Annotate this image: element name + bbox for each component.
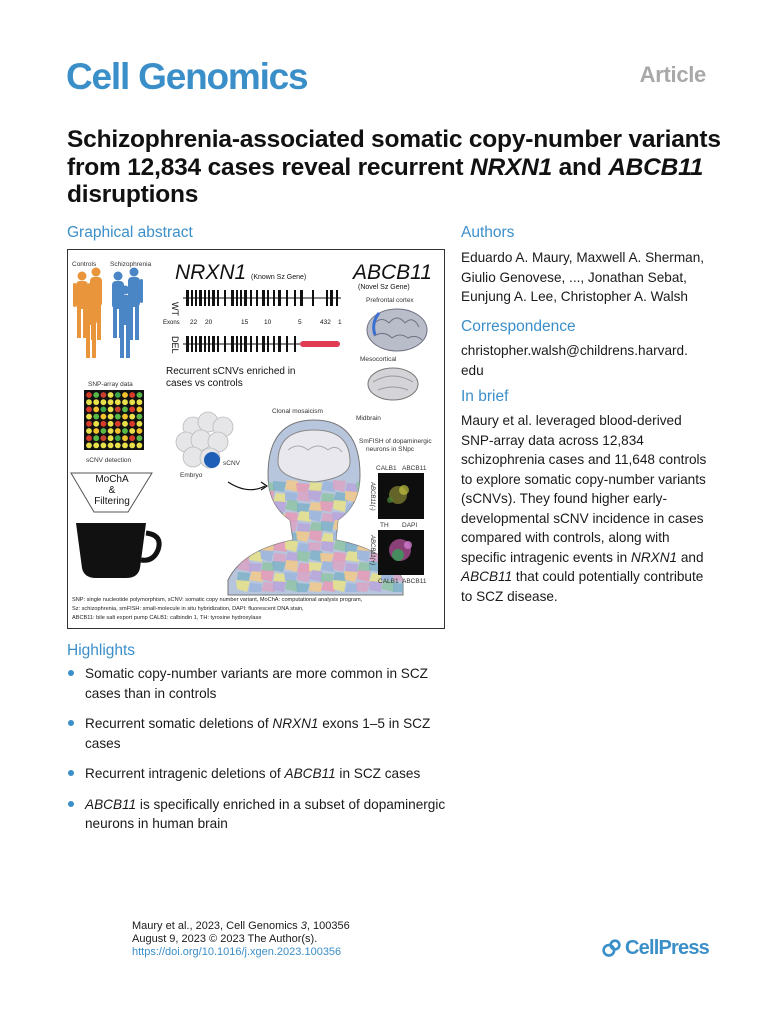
nrxn1-label: NRXN1 [175, 261, 247, 284]
mesocortical-label: Mesocortical [360, 356, 397, 363]
midbrain-icon [368, 368, 418, 400]
abcb11-neg-label: ABCB11(-) [369, 482, 375, 511]
svg-text:SNP: single nucleotide polymor: SNP: single nucleotide polymorphism, sCNV: somatic copy number variant, MoChA: computational analysis program, [72, 597, 363, 603]
svg-text:1: 1 [338, 319, 342, 326]
correspondence-heading: Correspondence [461, 318, 576, 335]
deletion-bar [300, 341, 340, 347]
authors-list: Eduardo A. Maury, Maxwell A. Sherman, Giulio Genovese, ..., Jonathan Sebat, Eunjung A. Lee, Christopher A. Walsh [461, 250, 705, 304]
exon-number-labels [190, 319, 342, 326]
svg-text:Controls: Controls [72, 261, 97, 268]
scnv-label: sCNV [223, 460, 240, 467]
schizophrenia-figures [110, 261, 152, 358]
bullet-icon [68, 770, 74, 776]
citation-footer: Maury et al., 2023, Cell Genomics 3, 100356 August 9, 2023 © 2023 The Author(s). https://doi.org/10.1016/j.xgen.2023.100356 [132, 920, 350, 959]
recurrent-text-2: cases vs controls [166, 378, 243, 389]
detection-label: sCNV detection [86, 457, 132, 464]
doi-link[interactable]: https://doi.org/10.1016/j.xgen.2023.100356 [132, 946, 342, 959]
correspondence-email[interactable]: christopher.walsh@childrens.harvard. edu [461, 343, 688, 378]
svg-text:10: 10 [264, 319, 272, 326]
article-type-label: Article [639, 62, 706, 87]
micrograph-negative [378, 473, 424, 519]
highlights-list [67, 664, 447, 845]
mocha-ampersand: & [108, 485, 116, 496]
svg-text:15: 15 [241, 319, 249, 326]
wt-label: WT [170, 302, 180, 316]
snp-array-label: SNP-array data [88, 381, 133, 388]
svg-text:ABCB11: bile salt export pump: ABCB11: bile salt export pump CALB1: calbindin 1, TH: tyrosine hydroxylase [72, 615, 262, 621]
controls-figures [72, 261, 102, 358]
midbrain-label: Midbrain [356, 415, 381, 422]
highlights-heading: Highlights [67, 642, 136, 659]
filtering-label: Filtering [94, 496, 130, 507]
calb1-label-top: CALB1 [376, 465, 397, 472]
micrograph-positive [378, 530, 424, 575]
abcb11-label: ABCB11 [353, 261, 432, 284]
graphical-abstract-heading: Graphical abstract [67, 224, 193, 241]
abcb11-label-top: ABCB11 [402, 465, 427, 472]
snp-array-grid [84, 390, 144, 450]
svg-text:432: 432 [320, 319, 331, 326]
svg-text:20: 20 [205, 319, 213, 326]
cellpress-icon [601, 938, 622, 959]
highlight-item: Recurrent intragenic deletions of ABCB11 in SCZ cases [67, 764, 447, 784]
highlight-item: ABCB11 is specifically enriched in a subset of dopaminergic neurons in human brain [67, 795, 447, 834]
exons-label: Exons [163, 320, 180, 326]
smfish-label-1: SmFISH of dopaminergic [359, 438, 432, 445]
scnv-cell [204, 452, 220, 468]
in-brief-text: Maury et al. leveraged blood-derived SNP-array data across 12,834 schizophrenia cases and 11,648 controls to explore somatic copy-number variants (sCNVs). They found higher early- developmental sCNV incidence in cases compared with controls, along with specific intragenic events in NRXN1 and ABCB11 that could potentially contribute to SCZ disease. [461, 413, 707, 604]
figure-legend [72, 597, 363, 621]
cellpress-logo: CellPress [601, 937, 709, 960]
recurrent-text-1: Recurrent sCNVs enriched in [166, 366, 296, 377]
authors-heading: Authors [461, 224, 515, 241]
embryo-label: Embryo [180, 472, 203, 479]
clonal-mosaicism-label: Clonal mosaicism [272, 408, 323, 415]
del-label: DEL [170, 336, 180, 354]
abcb11-pos-label: ABCB11(+) [369, 535, 375, 566]
brain-icon [367, 309, 427, 351]
mocha-label: MoChA [95, 474, 129, 485]
svg-text:5: 5 [298, 319, 302, 326]
smfish-label-2: neurons in SNpc [366, 446, 415, 453]
arrow-icon [228, 482, 265, 490]
paper-title: Schizophrenia-associated somatic copy-number variants from 12,834 cases reveal recurrent NRXN1 and ABCB11 disruptions [67, 126, 721, 208]
highlight-item: Somatic copy-number variants are more common in SCZ cases than in controls [67, 664, 447, 703]
th-label: TH [380, 522, 389, 529]
dapi-label: DAPI [402, 522, 418, 529]
prefrontal-label: Prefrontal cortex [366, 297, 414, 304]
coffee-cup-icon [76, 523, 159, 578]
highlight-item: Recurrent somatic deletions of NRXN1 exons 1–5 in SCZ cases [67, 714, 447, 753]
svg-text:Schizophrenia: Schizophrenia [110, 261, 152, 268]
bullet-icon [68, 720, 74, 726]
abcb11-sub-label: (Novel Sz Gene) [358, 284, 410, 291]
bullet-icon [68, 670, 74, 676]
bullet-icon [68, 801, 74, 807]
svg-text:Sz: schizophrenia, smFISH: sma: Sz: schizophrenia, smFISH: small-molecule in situ hybridization, DAPI: fluorescent DNA stain, [72, 606, 304, 612]
nrxn1-sub-label: (Known Sz Gene) [251, 274, 307, 281]
svg-text:22: 22 [190, 319, 198, 326]
calb1-label-bottom: CALB1 [378, 578, 399, 585]
graphical-abstract-figure [67, 249, 445, 629]
in-brief-heading: In brief [461, 388, 509, 405]
abcb11-label-bottom: ABCB11 [402, 578, 427, 585]
journal-title: Cell Genomics [66, 56, 308, 97]
